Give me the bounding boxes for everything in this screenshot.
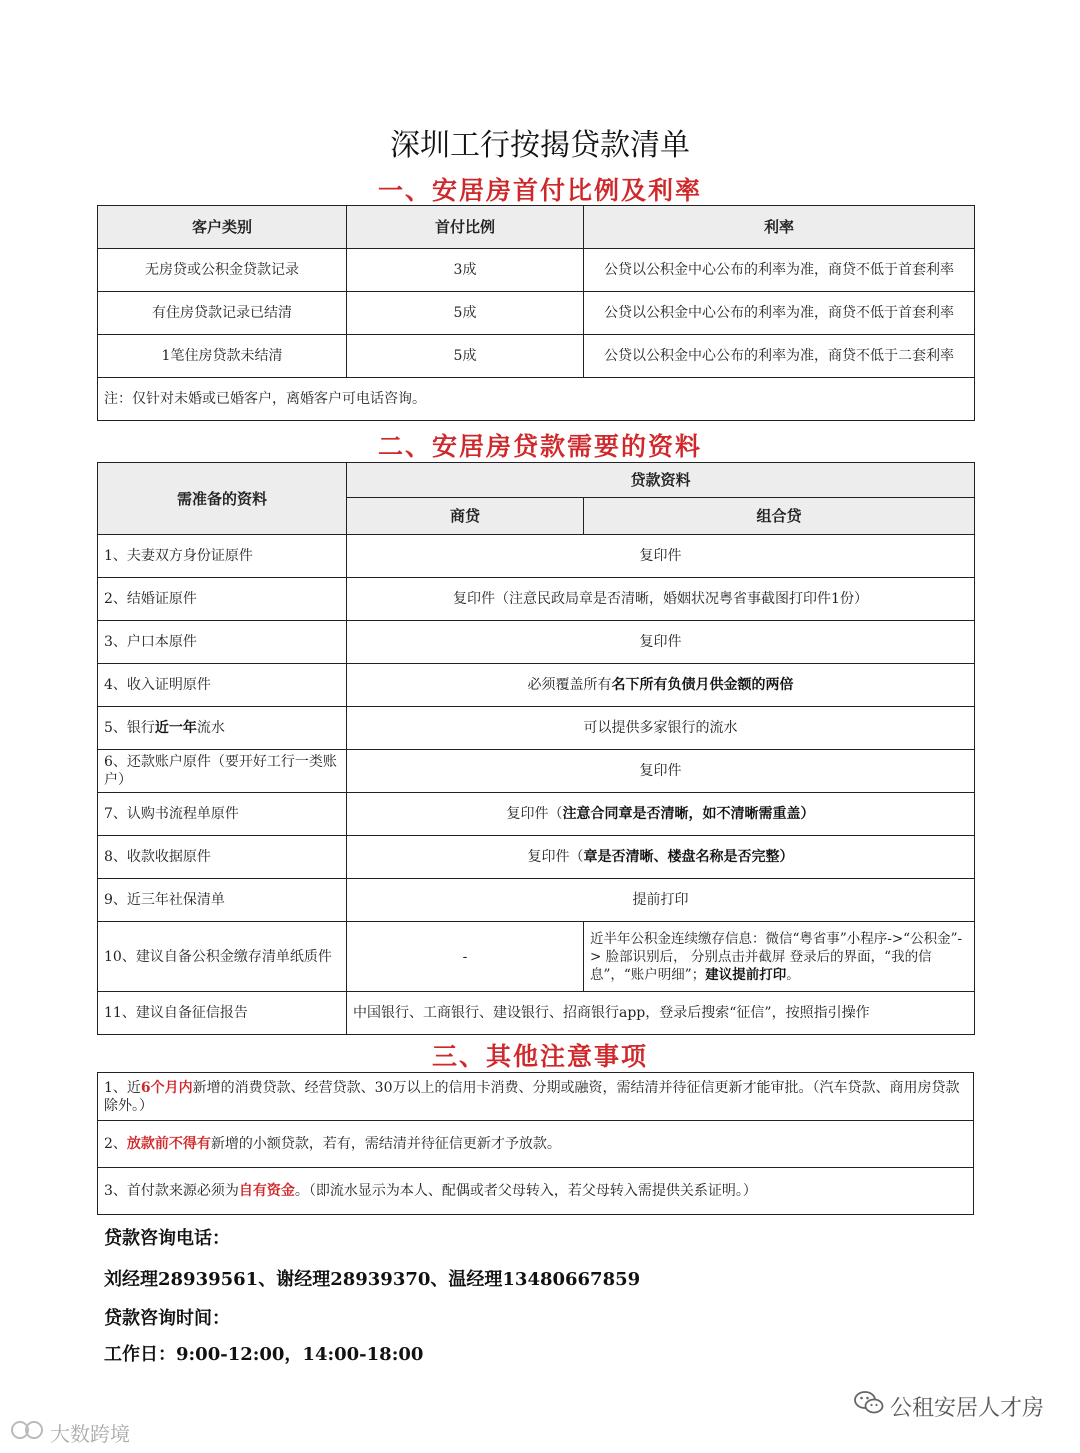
doc-item-cell: 1、夫妻双方身份证原件 bbox=[98, 535, 347, 578]
logo-icon bbox=[10, 1418, 46, 1447]
table-row bbox=[98, 664, 975, 707]
doc-item-text: 5、银行 bbox=[104, 720, 155, 736]
note-text: 。（即流水显示为本人、配偶或者父母转入，若父母转入需提供关系证明。） bbox=[294, 1183, 757, 1199]
section1-heading: 一、安居房首付比例及利率 bbox=[377, 176, 702, 205]
doc-value-emphasis: 注意合同章是否清晰，如不清晰需重盖 bbox=[562, 806, 801, 822]
note-text: 1、近 bbox=[104, 1079, 141, 1096]
ratio-cell: 3成 bbox=[347, 249, 584, 292]
note-text: 2、 bbox=[104, 1136, 127, 1152]
table-row bbox=[98, 378, 975, 421]
note-emphasis: 放款前不得有 bbox=[126, 1136, 211, 1152]
combined-value-cell bbox=[584, 922, 975, 992]
doc-value-cell: 复印件 bbox=[347, 621, 975, 664]
doc-item-cell: 7、认购书流程单原件 bbox=[98, 793, 347, 836]
doc-item-cell: 2、结婚证原件 bbox=[98, 578, 347, 621]
note-emphasis: 自有资金 bbox=[238, 1183, 295, 1199]
table-row bbox=[98, 922, 975, 992]
doc-value-text: 复印件（ bbox=[506, 806, 563, 822]
ratio-cell: 5成 bbox=[347, 335, 584, 378]
table-row bbox=[98, 292, 975, 335]
header-loan-docs: 贷款资料 bbox=[347, 463, 975, 498]
ratio-cell: 5成 bbox=[347, 292, 584, 335]
note-cell: 注：仅针对未婚或已婚客户，离婚客户可电话咨询。 bbox=[98, 378, 975, 421]
doc-value-text: 必须覆盖所有 bbox=[527, 677, 612, 693]
table-row bbox=[98, 992, 975, 1035]
table-row bbox=[98, 621, 975, 664]
wechat-icon bbox=[854, 1390, 884, 1422]
doc-value-cell bbox=[347, 836, 975, 879]
doc-value-text: 复印件（ bbox=[527, 849, 584, 865]
doc-value-cell: 复印件（注意民政局章是否清晰，婚姻状况粤省事截图打印件1份） bbox=[347, 578, 975, 621]
doc-value-text: 近半年公积金连续缴存信息：微信“粤省事”小程序->“公积金”-> 脸部识别后， 分别点击并截屏 登录后的界面，“我的信息”，“账户明细”； bbox=[590, 930, 963, 983]
doc-item-cell bbox=[98, 707, 347, 750]
note-item bbox=[98, 1121, 974, 1168]
table-row bbox=[98, 793, 975, 836]
table-header-row bbox=[98, 206, 975, 249]
rate-cell: 公贷以公积金中心公布的利率为准，商贷不低于首套利率 bbox=[584, 249, 975, 292]
note-text: 新增的消费贷款、经营贷款、30万以上的信用卡消费、分期或融资，需结清并待征信更新才能审批。（汽车贷款、商用房贷款除外。） bbox=[104, 1079, 960, 1114]
down-payment-table bbox=[97, 205, 975, 421]
wechat-watermark bbox=[854, 1390, 1044, 1422]
doc-value-emphasis: 建议提前打印 bbox=[705, 966, 787, 983]
doc-item-emphasis: 近一年 bbox=[154, 720, 197, 736]
table-row bbox=[98, 1073, 974, 1121]
doc-value-cell: 中国银行、工商银行、建设银行、招商银行app，登录后搜索“征信”，按照指引操作 bbox=[347, 992, 975, 1035]
header-required-docs: 需准备的资料 bbox=[98, 463, 347, 535]
time-label: 贷款咨询时间： bbox=[104, 1308, 230, 1329]
note-emphasis: 6个月内 bbox=[140, 1079, 193, 1096]
doc-item-cell: 6、还款账户原件（要开好工行一类账户） bbox=[98, 750, 347, 793]
logo-watermark bbox=[10, 1418, 130, 1447]
notes-table bbox=[97, 1072, 974, 1215]
note-item bbox=[98, 1073, 974, 1121]
section3-heading: 三、其他注意事项 bbox=[431, 1042, 648, 1071]
doc-value-text: 。 bbox=[786, 966, 800, 983]
documents-table bbox=[97, 462, 975, 1035]
table-header-row bbox=[98, 463, 975, 498]
working-hours: 工作日：9:00-12:00，14:00-18:00 bbox=[104, 1344, 424, 1365]
doc-value-cell: 提前打印 bbox=[347, 879, 975, 922]
table-row bbox=[98, 750, 975, 793]
table-row bbox=[98, 335, 975, 378]
doc-value-cell: 复印件 bbox=[347, 535, 975, 578]
doc-item-cell: 3、户口本原件 bbox=[98, 621, 347, 664]
watermark-text: 大数跨境 bbox=[50, 1422, 130, 1446]
doc-item-cell: 9、近三年社保清单 bbox=[98, 879, 347, 922]
doc-value-cell: 可以提供多家银行的流水 bbox=[347, 707, 975, 750]
header-down-payment: 首付比例 bbox=[347, 206, 584, 249]
doc-item-cell: 4、收入证明原件 bbox=[98, 664, 347, 707]
table-row bbox=[98, 249, 975, 292]
customer-type-cell: 1笔住房贷款未结清 bbox=[98, 335, 347, 378]
watermark-text: 公租安居人才房 bbox=[889, 1395, 1044, 1421]
table-row bbox=[98, 879, 975, 922]
note-text: 3、首付款来源必须为 bbox=[104, 1183, 239, 1199]
header-combined-loan: 组合贷 bbox=[584, 498, 975, 535]
section2-heading: 二、安居房贷款需要的资料 bbox=[377, 432, 702, 461]
rate-cell: 公贷以公积金中心公布的利率为准，商贷不低于二套利率 bbox=[584, 335, 975, 378]
table-row bbox=[98, 1121, 974, 1168]
doc-value-text: ） bbox=[779, 849, 794, 865]
table-row bbox=[98, 707, 975, 750]
table-row bbox=[98, 535, 975, 578]
customer-type-cell: 有住房贷款记录已结清 bbox=[98, 292, 347, 335]
doc-value-emphasis: 名下所有负债月供金额的两倍 bbox=[611, 677, 794, 693]
doc-item-cell: 10、建议自备公积金缴存清单纸质件 bbox=[98, 922, 347, 992]
note-item bbox=[98, 1168, 974, 1215]
customer-type-cell: 无房贷或公积金贷款记录 bbox=[98, 249, 347, 292]
table-row bbox=[98, 1168, 974, 1215]
header-interest-rate: 利率 bbox=[584, 206, 975, 249]
doc-value-emphasis: 章是否清晰、楼盘名称是否完整 bbox=[583, 849, 780, 865]
doc-item-cell: 8、收款收据原件 bbox=[98, 836, 347, 879]
doc-value-cell bbox=[347, 664, 975, 707]
rate-cell: 公贷以公积金中心公布的利率为准，商贷不低于首套利率 bbox=[584, 292, 975, 335]
header-commercial-loan: 商贷 bbox=[347, 498, 584, 535]
doc-value-cell bbox=[347, 793, 975, 836]
table-row bbox=[98, 578, 975, 621]
doc-value-text: ） bbox=[800, 806, 815, 822]
commercial-value-cell: - bbox=[347, 922, 584, 992]
page-title: 深圳工行按揭贷款清单 bbox=[390, 128, 690, 163]
note-text: 新增的小额贷款，若有，需结清并待征信更新才予放款。 bbox=[210, 1136, 561, 1152]
doc-item-cell: 11、建议自备征信报告 bbox=[98, 992, 347, 1035]
phone-numbers: 刘经理28939561、谢经理28939370、温经理13480667859 bbox=[104, 1269, 641, 1290]
phone-label: 贷款咨询电话： bbox=[104, 1228, 230, 1249]
table-row bbox=[98, 836, 975, 879]
doc-item-text: 流水 bbox=[196, 720, 225, 736]
header-customer-type: 客户类别 bbox=[98, 206, 347, 249]
doc-value-cell: 复印件 bbox=[347, 750, 975, 793]
